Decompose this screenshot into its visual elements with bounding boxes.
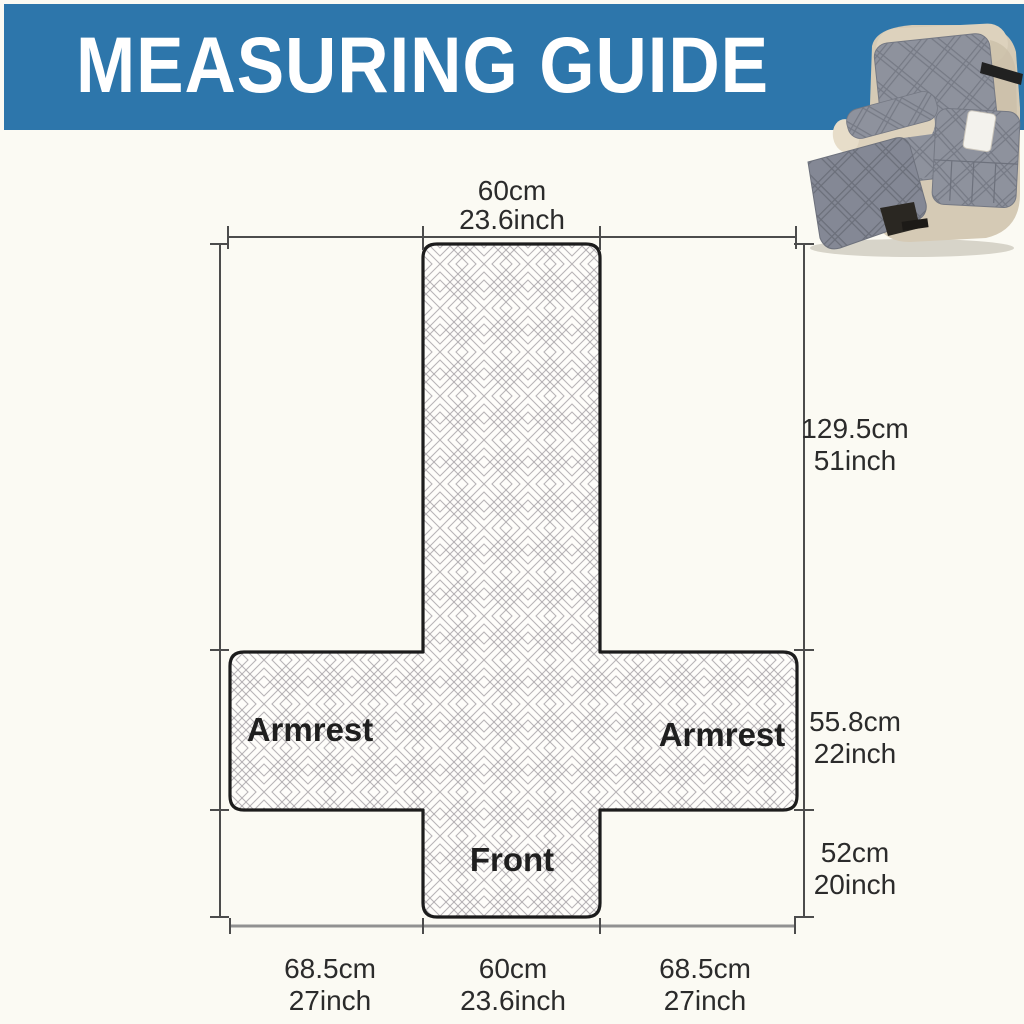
dim-bottom-right-width-cm: 68.5cm [659, 953, 751, 984]
dim-bottom-left-width [245, 953, 415, 1017]
dim-bottom-left-width-cm: 68.5cm [284, 953, 376, 984]
dim-front-length-inch: 20inch [813, 869, 897, 900]
dim-back-length-cm: 129.5cm [801, 413, 909, 444]
dim-bottom-center-width [428, 953, 598, 1017]
dim-armrest-height-cm: 55.8cm [809, 706, 901, 737]
zone-label-armrest-right: Armrest [658, 716, 786, 753]
dim-bottom-center-width-cm: 60cm [478, 953, 548, 984]
page-title: MEASURING GUIDE [76, 20, 769, 110]
dim-back-length-inch: 51inch [813, 445, 897, 476]
dim-front-length [790, 837, 920, 901]
dim-armrest-height-inch: 22inch [813, 738, 897, 769]
dim-back-length [790, 413, 920, 477]
cover-shape [230, 244, 797, 917]
dim-armrest-height [790, 706, 920, 770]
dim-top-width-inch: 23.6inch [459, 204, 565, 235]
dim-bottom-center-width-inch: 23.6inch [460, 985, 566, 1016]
dim-top-width-cm: 60cm [477, 175, 547, 206]
zone-label-armrest-left: Armrest [246, 711, 374, 748]
recliner-product-photo [784, 12, 1024, 260]
dim-bottom-right-width [620, 953, 790, 1017]
cover-right-armrest [932, 108, 1021, 208]
dim-top-width [412, 176, 612, 234]
zone-label-front: Front [469, 841, 555, 878]
dim-bottom-right-width-inch: 27inch [663, 985, 747, 1016]
dim-bottom-left-width-inch: 27inch [288, 985, 372, 1016]
remote-in-pocket [963, 110, 997, 152]
dim-front-length-cm: 52cm [820, 837, 890, 868]
